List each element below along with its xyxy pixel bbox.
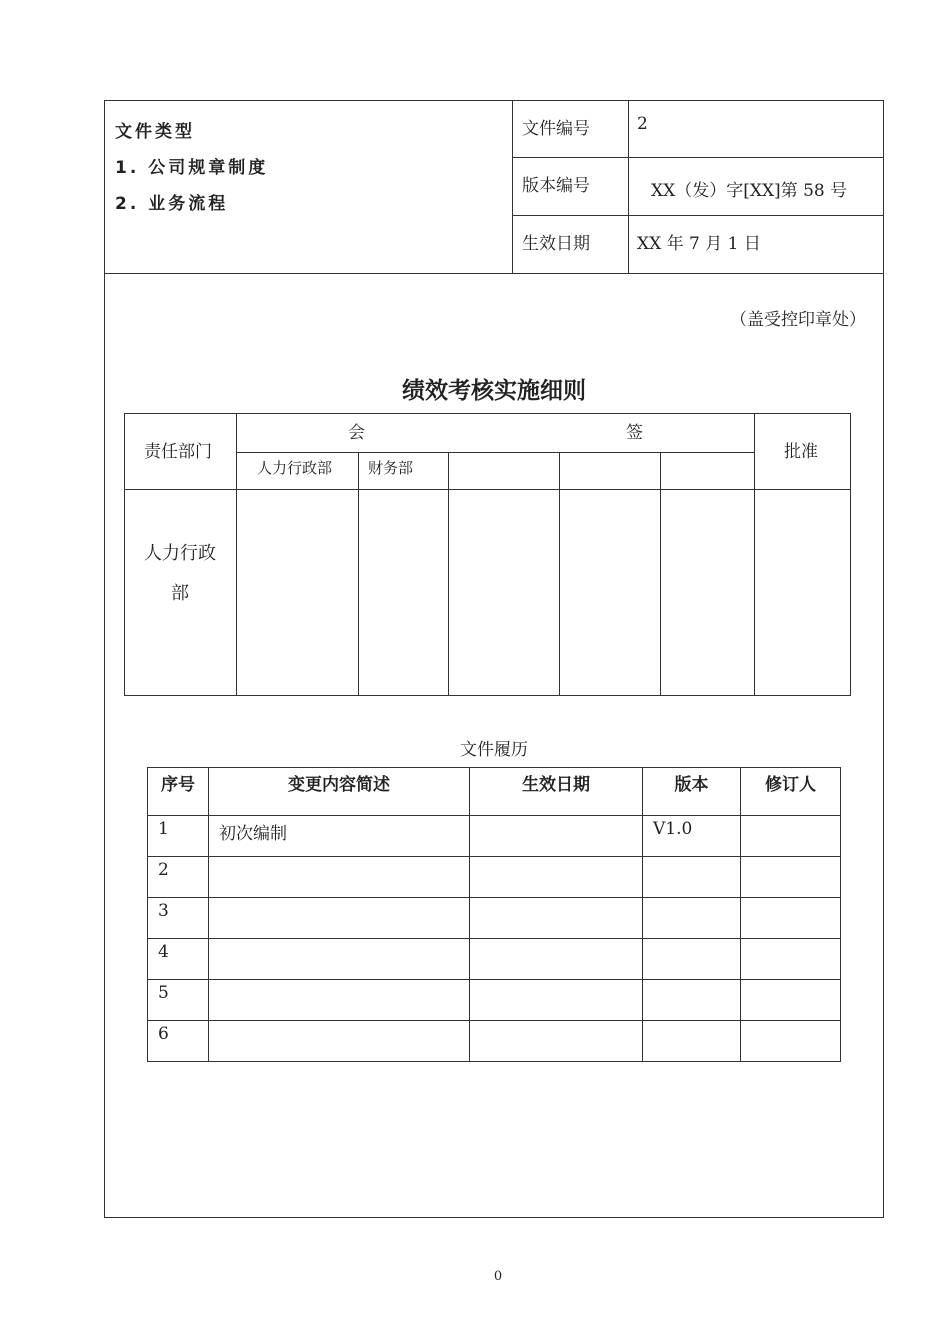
- cell-reviser: [741, 980, 841, 1021]
- cell-seq: 4: [148, 939, 209, 980]
- sign-col-line: [236, 413, 237, 696]
- responsible-dept-name: 人力行政: [144, 543, 216, 564]
- header-row-line: [512, 157, 884, 158]
- cell-date: [470, 1021, 643, 1062]
- countersign-header-left: 会: [348, 423, 365, 443]
- cell-summary: [209, 857, 470, 898]
- col-header-seq: 序号: [148, 768, 209, 816]
- cell-reviser: [741, 939, 841, 980]
- sign-table: [124, 413, 851, 696]
- approve-header: 批准: [784, 442, 818, 462]
- effective-date-value: XX 年 7 月 1 日: [637, 234, 761, 254]
- sign-col-line: [660, 452, 661, 696]
- cell-summary: [209, 898, 470, 939]
- cell-date: [470, 939, 643, 980]
- cell-summary: [209, 980, 470, 1021]
- history-title: 文件履历: [460, 740, 528, 760]
- table-row: [148, 857, 841, 898]
- col-header-date: 生效日期: [470, 768, 643, 816]
- sign-col-line: [754, 413, 755, 696]
- header-row-line: [512, 215, 884, 216]
- cell-version: [643, 939, 741, 980]
- header-divider: [512, 100, 513, 274]
- col-header-summary: 变更内容简述: [209, 768, 470, 816]
- cell-seq: 6: [148, 1021, 209, 1062]
- cell-summary: [209, 1021, 470, 1062]
- history-header-row: [148, 768, 841, 816]
- cell-date: [470, 857, 643, 898]
- cell-reviser: [741, 1021, 841, 1062]
- cell-summary: 初次编制: [209, 816, 470, 857]
- responsible-dept-header: 责任部门: [144, 442, 212, 462]
- cell-reviser: [741, 857, 841, 898]
- cell-reviser: [741, 898, 841, 939]
- stamp-note: （盖受控印章处）: [730, 310, 866, 330]
- cell-summary: [209, 939, 470, 980]
- version-number-value: XX（发）字[XX]第 58 号: [651, 181, 848, 201]
- doc-number-value: 2: [637, 114, 648, 134]
- table-row: [148, 980, 841, 1021]
- version-number-label: 版本编号: [522, 176, 590, 196]
- cell-date: [470, 898, 643, 939]
- col-header-reviser: 修订人: [741, 768, 841, 816]
- cell-date: [470, 980, 643, 1021]
- sign-col-line: [358, 452, 359, 696]
- table-row: [148, 1021, 841, 1062]
- countersign-dept: 人力行政部: [257, 459, 333, 477]
- sign-col-line: [559, 452, 560, 696]
- sign-row-line: [124, 489, 851, 490]
- doc-type-item: 1. 公司规章制度: [115, 158, 269, 178]
- table-row: [148, 898, 841, 939]
- sign-row-line: [236, 452, 754, 453]
- doc-type-item: 2. 业务流程: [115, 194, 229, 214]
- countersign-dept: 财务部: [368, 459, 414, 477]
- cell-version: [643, 980, 741, 1021]
- history-table: [147, 767, 841, 1062]
- cell-seq: 2: [148, 857, 209, 898]
- sign-col-line: [448, 452, 449, 696]
- cell-version: [643, 857, 741, 898]
- cell-seq: 1: [148, 816, 209, 857]
- responsible-dept-name: 部: [171, 583, 189, 604]
- cell-seq: 3: [148, 898, 209, 939]
- cell-version: [643, 898, 741, 939]
- doc-title: 绩效考核实施细则: [402, 378, 586, 404]
- doc-number-label: 文件编号: [522, 119, 590, 139]
- cell-date: [470, 816, 643, 857]
- effective-date-label: 生效日期: [522, 234, 590, 254]
- countersign-header-right: 签: [626, 423, 643, 443]
- col-header-version: 版本: [643, 768, 741, 816]
- doc-type-title: 文件类型: [115, 122, 195, 142]
- header-divider: [628, 100, 629, 274]
- page-number: 0: [493, 1269, 503, 1284]
- cell-seq: 5: [148, 980, 209, 1021]
- cell-version: [643, 1021, 741, 1062]
- cell-version: V1.0: [643, 816, 741, 857]
- table-row: [148, 939, 841, 980]
- table-row: [148, 816, 841, 857]
- cell-reviser: [741, 816, 841, 857]
